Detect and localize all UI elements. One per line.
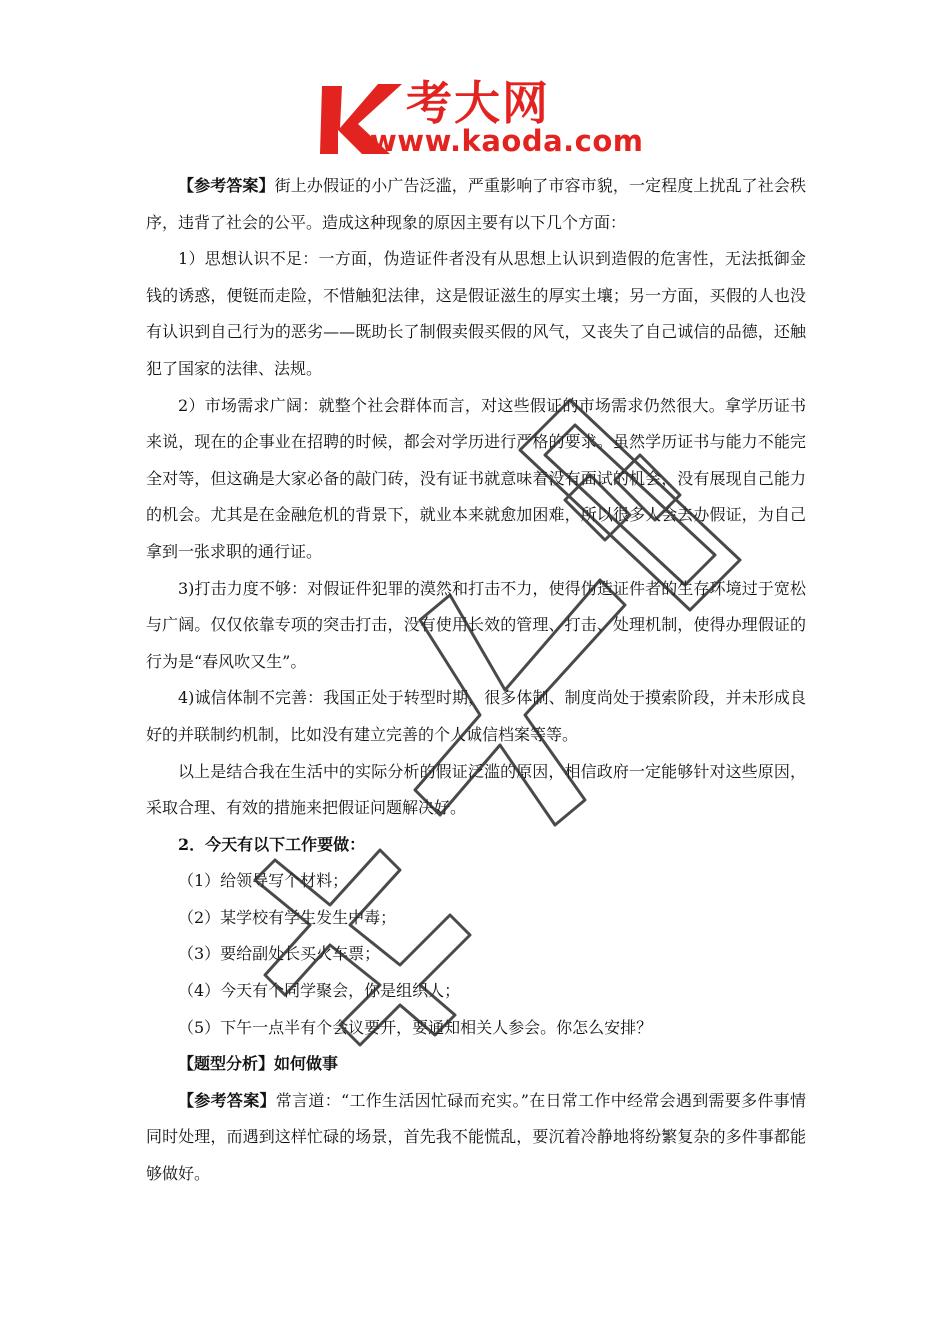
answer-label: 【参考答案】: [178, 1090, 276, 1110]
answer-label: 【参考答案】: [178, 176, 275, 195]
logo-chinese-text: 考大网: [406, 76, 550, 130]
document-body: [146, 168, 806, 1193]
analysis-label: 【题型分析】: [178, 1054, 275, 1074]
analysis-text: 如何做事: [274, 1054, 339, 1074]
answer-2-paragraph: [146, 1083, 806, 1193]
question-2-title: 2．今天有以下工作要做：: [178, 834, 366, 854]
task-item: （5）下午一点半有个会议要开，要通知相关人参会。你怎么安排？: [178, 1017, 653, 1037]
reason-4-paragraph: 4)诚信体制不完善：我国正处于转型时期，很多体制、制度尚处于摸索阶段，并未形成良好的并联制约机制，比如没有建立完善的个人诚信档案等等。: [146, 688, 806, 744]
task-item: （2）某学校有学生发生中毒；: [178, 907, 397, 927]
logo-url-text: www.kaoda.com: [370, 124, 644, 158]
conclusion-paragraph: 以上是结合我在生活中的实际分析的假证泛滥的原因，相信政府一定能够针对这些原因，采取合理、有效的措施来把假证问题解决好。: [146, 761, 806, 818]
analysis-paragraph: [146, 1046, 806, 1083]
kaoda-logo: [318, 78, 648, 160]
task-item: （1）给领导写个材料；: [178, 871, 349, 891]
answer-intro-text: 街上办假证的小广告泛滥，严重影响了市容市貌，一定程度上扰乱了社会秩序，违背了社会的公平。造成这种现象的原因主要有以下几个方面：: [146, 176, 806, 232]
task-item: （3）要给副处长买火车票；: [178, 944, 381, 964]
reason-3-paragraph: 3)打击力度不够：对假证件犯罪的漠然和打击不力，使得伪造证件者的生存环境过于宽松与广阔。仅仅依靠专项的突击打击，没有使用长效的管理、打击、处理机制，使得办理假证的行为是“春风吹又生”。: [146, 578, 806, 671]
answer-2-text: 常言道：“工作生活因忙碌而充实。”在日常工作中经常会遇到需要多件事情同时处理，而遇到这样忙碌的场景，首先我不能慌乱，要沉着冷静地将纷繁复杂的多件事都能够做好。: [146, 1090, 806, 1184]
answer-intro-paragraph: [146, 168, 806, 241]
reason-1-paragraph: 1）思想认识不足：一方面，伪造证件者没有从思想上认识到造假的危害性，无法抵御金钱的诱惑，便铤而走险，不惜触犯法律，这是假证滋生的厚实土壤；另一方面，买假的人也没有认识到自己行为的恶劣——既助长了制假卖假买假的风气，又丧失了自己诚信的品德，还触犯了国家的法律、法规。: [146, 249, 806, 378]
reason-2-paragraph: 2）市场需求广阔：就整个社会群体而言，对这些假证的市场需求仍然很大。拿学历证书来说，现在的企事业在招聘的时候，都会对学历进行严格的要求。虽然学历证书与能力不能完全对等，但这确是大家必备的敲门砖，没有证书就意味着没有面试的机会，没有展现自己能力的机会。尤其是在金融危机的背景下，就业本来就愈加困难，所以很多人会去办假证，为自己拿到一张求职的通行证。: [146, 395, 806, 561]
task-item: （4）今天有个同学聚会，你是组织人；: [178, 981, 461, 1001]
